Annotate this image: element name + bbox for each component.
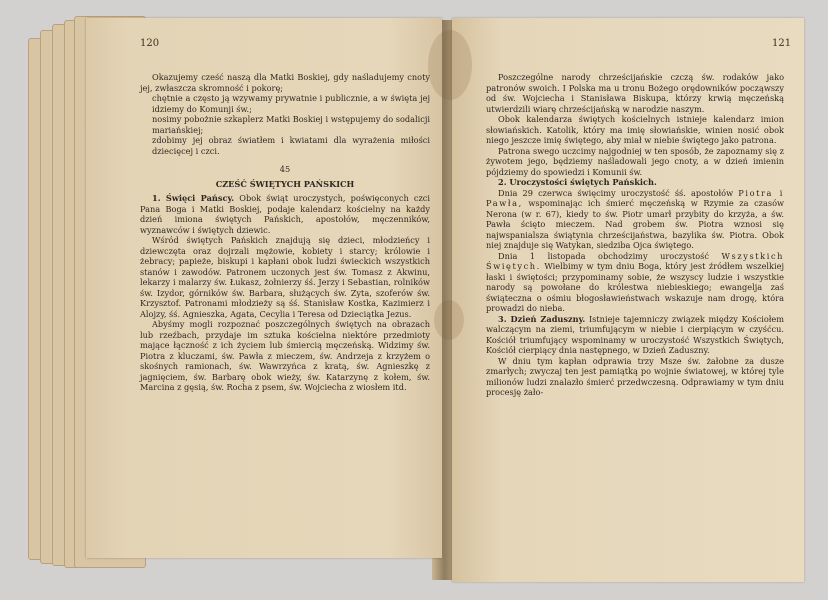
section-title: CZEŚĆ ŚWIĘTYCH PAŃSKICH	[215, 178, 355, 189]
paragraph-heading: 3. Dzień Zaduszny.	[498, 313, 586, 324]
intro-line: zdobimy jej obraz światłem i kwiatami dla wyrażenia miłości dziecięcej i czci.	[152, 135, 430, 156]
left-page-number: 120	[140, 38, 160, 49]
section-number: 45	[279, 164, 291, 174]
intro-line: nosimy pobożnie szkaplerz Matki Boskiej i wstępujemy do sodalicji mariańskiej;	[152, 114, 430, 135]
paragraph-text: Dnia 29 czerwca święcimy uroczystość śś. apostołów	[498, 187, 734, 198]
left-page-text	[140, 72, 430, 393]
paragraph-heading: 1. Święci Pańscy.	[152, 193, 235, 203]
paragraph	[486, 251, 784, 314]
subsection-heading: 2. Uroczystości świętych Pańskich.	[498, 177, 657, 187]
paragraph: W dniu tym kapłan odprawia trzy Msze św. żałobne za dusze zmarłych; zwyczaj ten jest pamiątką po wojnie światowej, w której tyle milionów ludzi znalazło śmierć przedwczesną. Odprawiamy w tym dniu procesję żało-	[486, 355, 784, 397]
intro-line: chętnie a często ją wzywamy prywatnie i publicznie, a w święta jej idziemy do Komunji św.;	[152, 93, 430, 114]
paper-stain	[434, 300, 464, 340]
paragraph-text: Dnia 1 listopada obchodzimy uroczystość	[498, 250, 709, 261]
right-page-text	[486, 72, 784, 398]
paragraph: Wśród świętych Pańskich znajdują się dzieci, młodzieńcy i dziewczęta oraz dojrzali mężowie, kobiety i starcy; królowie i żebracy; papieże, biskupi i kapłani obok ludzi świeckich wszystkich stanów i zawodów. Patronem uczonych jest św. Tomasz z Akwinu, lekarzy i malarzy św. Łukasz, żołnierzy śś. Jerzy i Sebastian, rolników św. Izydor, górników św. Barbara, służących św. Zyta, szoferów św. Krzysztof. Patronami młodzieży są śś. Stanisław Kostka, Kazimierz i Alojzy, śś. Agnieszka, Agata, Cecylia i Teresa od Dzieciątka Jezus.	[140, 235, 430, 319]
paragraph: Abyśmy mogli rozpoznać poszczególnych świętych na obrazach lub rzeźbach, przydaje im sztuka kościelna niektóre przedmioty mające łączność z ich życiem lub śmiercią męczeńską. Widzimy św. Piotra z kluczami, św. Pawła z mieczem, św. Andrzeja z krzyżem o skośnych ramionach, św. Wawrzyńca z kratą, św. Agnieszkę z jagnięciem, św. Barbarę obok wieży, św. Katarzynę z kołem, św. Marcina z gęsią, św. Rocha z psem, św. Wojciecha z wiosłem itd.	[140, 319, 430, 392]
right-page-number: 121	[772, 38, 792, 49]
paragraph	[140, 193, 430, 235]
paragraph-text: wspominając ich śmierć męczeńską w Rzymie za czasów Nerona (w r. 67), kiedy to św. Piotr umarł przybity do krzyża, a św. Pawła ścięto mieczem. Nad grobem św. Piotra wznosi się najwspanialsza świątynia chrześcijaństwa, bazylika św. Piotra. Obok niej znajduje się Watykan, siedziba Ojca świętego.	[486, 198, 785, 250]
spaced-emphasis: Piotra i Pawła,	[486, 187, 784, 208]
paragraph	[486, 188, 784, 251]
paragraph: Obok kalendarza świętych kościelnych istnieje kalendarz imion słowiańskich. Katolik, który ma imię słowiańskie, winien nosić obok niego jeszcze imię świętego, aby miał w niebie świętego jako patrona.	[486, 114, 784, 145]
paragraph	[486, 314, 784, 356]
spaced-emphasis: Wszystkich Świętych.	[486, 250, 785, 271]
paragraph-text: Obok świąt uroczystych, poświęconych czci Pana Boga i Matki Boskiej, podaje kalendarz kościelny na każdy dzień imiona świętych Pańskich, apostołów, męczenników, wyznawców i świętych dziewic.	[140, 193, 430, 235]
intro-line: Okazujemy cześć naszą dla Matki Boskiej, gdy naśladujemy cnoty jej, zwłaszcza skromność i pokorę;	[140, 72, 430, 93]
paragraph: Poszczególne narody chrześcijańskie czczą św. rodaków jako patronów swoich. I Polska ma u tronu Bożego orędowników począwszy od św. Wojciecha i Stanisława Biskupa, którzy krwią męczeńską utwierdzili wiarę chrześcijańską w narodzie naszym.	[486, 72, 784, 114]
paragraph: Patrona swego uczcimy najgodniej w ten sposób, że zapoznamy się z żywotem jego, będziemy naśladowali jego cnoty, a w dzień imienin pójdziemy do spowiedzi i Komunii św.	[486, 145, 784, 177]
paragraph-text: Istnieje tajemniczy związek między Kościołem walczącym na ziemi, triumfującym w niebie i cierpiącym w czyśćcu. Kościół triumfujący wspominamy w uroczystość Wszystkich Świętych, Kościół cierpiący dnia następnego, w Dzień Zaduszny.	[486, 313, 785, 355]
paper-stain	[428, 30, 472, 100]
paragraph-text: Wielbimy w tym dniu Boga, który jest źródłem wszelkiej łaski i świętości; przypominamy sobie, że wszyscy ludzie i wszystkie narody są powołane do królestwa niebieskiego; ewangelja zaś świąteczna o ośmiu błogosławieństwach wskazuje nam drogę, która prowadzi do nieba.	[486, 261, 784, 313]
